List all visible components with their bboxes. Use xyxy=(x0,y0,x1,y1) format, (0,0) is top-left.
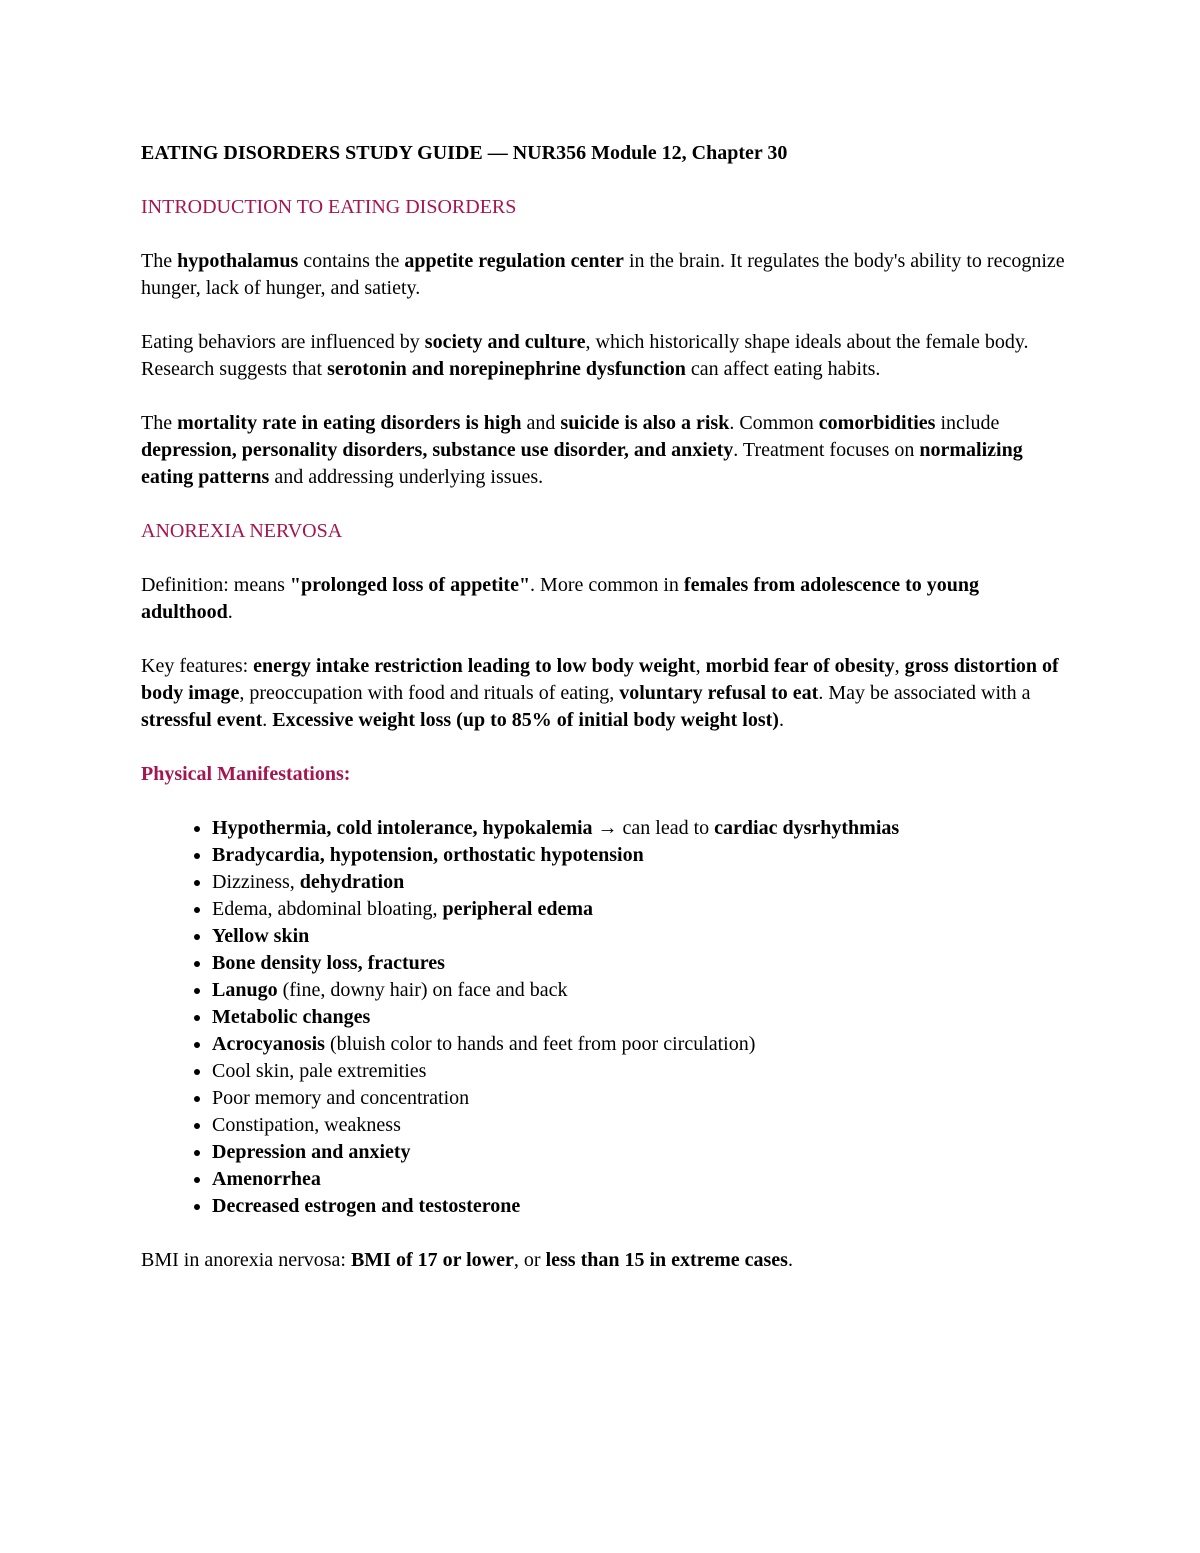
bold-text-run: Bone density loss, fractures xyxy=(212,952,445,974)
text-run: . xyxy=(778,709,784,731)
text-run: . xyxy=(262,709,273,731)
bold-text-run: Excessive weight loss (up to 85% of initial body weight lost) xyxy=(272,709,779,731)
bold-text-run: less than 15 in extreme cases xyxy=(545,1249,788,1271)
bold-text-run: society and culture xyxy=(424,331,586,353)
bold-text-run: Bradycardia, hypotension, orthostatic hypotension xyxy=(212,844,644,866)
section-heading-introduction: INTRODUCTION TO EATING DISORDERS xyxy=(141,196,517,218)
list-item xyxy=(212,1031,1071,1058)
bold-text-run: appetite regulation center xyxy=(404,250,624,272)
text-run: , xyxy=(695,655,706,677)
bold-text-run: comorbidities xyxy=(818,412,936,434)
physical-manifestations-list xyxy=(141,815,1071,1220)
bmi-paragraph xyxy=(141,1247,1071,1274)
text-run: Cool skin, pale extremities xyxy=(212,1060,427,1082)
list-item xyxy=(212,1004,1071,1031)
text-run: can affect eating habits. xyxy=(685,358,881,380)
text-run: and addressing underlying issues. xyxy=(269,466,544,488)
bold-text-run: Hypothermia, cold intolerance, hypokalemia xyxy=(212,817,593,839)
text-run: Definition: means xyxy=(141,574,290,596)
bold-text-run: morbid fear of obesity xyxy=(705,655,895,677)
text-run: Constipation, weakness xyxy=(212,1114,401,1136)
list-item xyxy=(212,923,1071,950)
list-item xyxy=(212,1166,1071,1193)
intro-paragraph-2 xyxy=(141,329,1071,383)
bold-text-run: dehydration xyxy=(299,871,405,893)
text-run: (bluish color to hands and feet from poor circulation) xyxy=(324,1033,756,1055)
text-run: Eating behaviors are influenced by xyxy=(141,331,425,353)
bold-text-run: peripheral edema xyxy=(442,898,594,920)
anorexia-key-features-paragraph xyxy=(141,653,1071,734)
text-run: , xyxy=(894,655,905,677)
intro-paragraph-1 xyxy=(141,248,1071,302)
text-run: and xyxy=(521,412,561,434)
intro-paragraph-3 xyxy=(141,410,1071,491)
bold-text-run: hypothalamus xyxy=(177,250,299,272)
text-run: (fine, downy hair) on face and back xyxy=(277,979,568,1001)
bold-text-run: Decreased estrogen and testosterone xyxy=(212,1195,521,1217)
text-run: , which historically shape ideals about the female body. Research suggests that xyxy=(141,331,1029,380)
bold-text-run: energy intake restriction leading to low body weight xyxy=(253,655,696,677)
document-page xyxy=(141,140,1071,1301)
text-run: The xyxy=(141,250,178,272)
physical-manifestations-heading: Physical Manifestations: xyxy=(141,763,351,785)
bold-text-run: normalizing eating patterns xyxy=(141,439,1023,488)
bold-text-run: females from adolescence to young adulthood xyxy=(141,574,980,623)
text-run: . xyxy=(227,601,233,623)
bold-text-run: suicide is also a risk xyxy=(560,412,730,434)
text-run: Poor memory and concentration xyxy=(212,1087,470,1109)
list-item xyxy=(212,1112,1071,1139)
text-run: , preoccupation with food and rituals of eating, xyxy=(239,682,620,704)
bold-text-run: Metabolic changes xyxy=(212,1006,371,1028)
text-run: BMI in anorexia nervosa: xyxy=(141,1249,351,1271)
text-run: Edema, abdominal bloating, xyxy=(212,898,443,920)
bold-text-run: Lanugo xyxy=(212,979,278,1001)
text-run: . May be associated with a xyxy=(818,682,1031,704)
text-run: include xyxy=(935,412,1000,434)
bold-text-run: Amenorrhea xyxy=(212,1168,321,1190)
text-run: Key features: xyxy=(141,655,254,677)
bold-text-run: voluntary refusal to eat xyxy=(619,682,819,704)
list-item xyxy=(212,1193,1071,1220)
text-run: , or xyxy=(513,1249,546,1271)
list-item xyxy=(212,977,1071,1004)
list-item xyxy=(212,869,1071,896)
bold-text-run: gross distortion of body image xyxy=(141,655,1059,704)
text-run: → can lead to xyxy=(592,817,715,839)
text-run: in the brain. It regulates the body's ability to recognize hunger, lack of hunger, and satiety. xyxy=(141,250,1065,299)
list-item xyxy=(212,1058,1071,1085)
bold-text-run: Yellow skin xyxy=(212,925,310,947)
bold-text-run: mortality rate in eating disorders is high xyxy=(177,412,522,434)
text-run: . Common xyxy=(729,412,819,434)
list-item xyxy=(212,896,1071,923)
list-item xyxy=(212,1085,1071,1112)
bold-text-run: cardiac dysrhythmias xyxy=(714,817,900,839)
text-run: The xyxy=(141,412,178,434)
anorexia-definition-paragraph xyxy=(141,572,1071,626)
bold-text-run: "prolonged loss of appetite" xyxy=(289,574,531,596)
list-item xyxy=(212,950,1071,977)
list-item xyxy=(212,842,1071,869)
bold-text-run: serotonin and norepinephrine dysfunction xyxy=(327,358,686,380)
list-item xyxy=(212,1139,1071,1166)
text-run: . Treatment focuses on xyxy=(733,439,920,461)
bold-text-run: BMI of 17 or lower xyxy=(350,1249,514,1271)
section-heading-anorexia: ANOREXIA NERVOSA xyxy=(141,520,343,542)
text-run: contains the xyxy=(298,250,405,272)
text-run: . More common in xyxy=(530,574,684,596)
bold-text-run: stressful event xyxy=(141,709,263,731)
bold-text-run: Depression and anxiety xyxy=(212,1141,411,1163)
document-title: EATING DISORDERS STUDY GUIDE — NUR356 Module 12, Chapter 30 xyxy=(141,142,788,164)
text-run: . xyxy=(787,1249,793,1271)
bold-text-run: depression, personality disorders, substance use disorder, and anxiety xyxy=(141,439,734,461)
list-item xyxy=(212,815,1071,842)
text-run: Dizziness, xyxy=(212,871,300,893)
bold-text-run: Acrocyanosis xyxy=(212,1033,325,1055)
